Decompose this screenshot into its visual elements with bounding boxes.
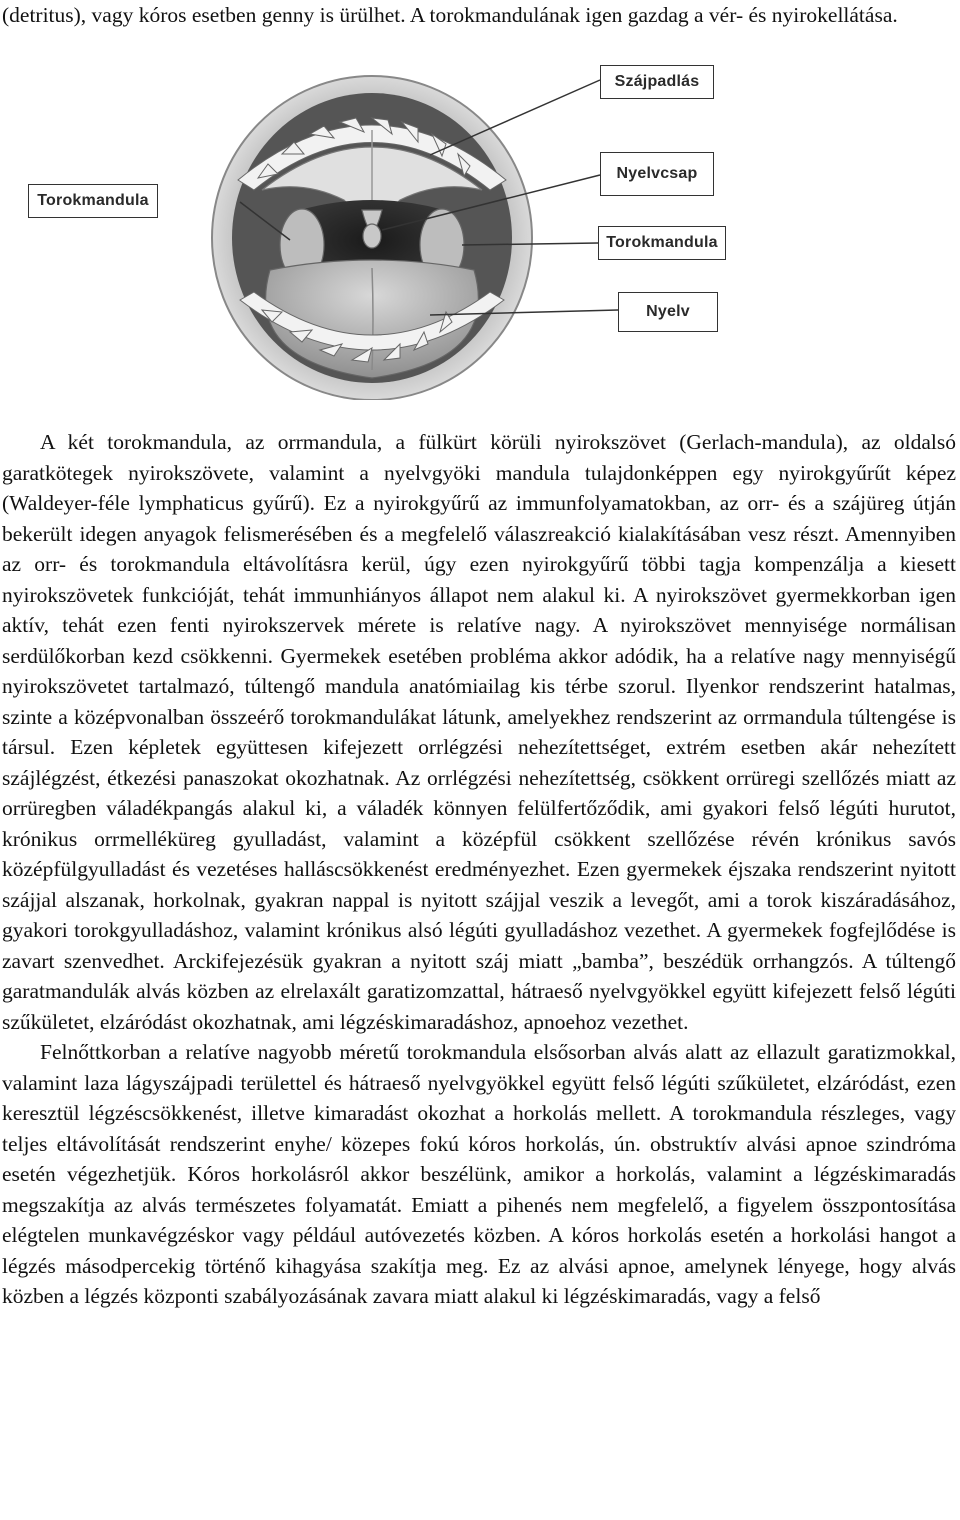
paragraph-adult: Felnőttkorban a relatíve nagyobb méretű torokmandula elsősorban alvás alatt az ellazult garatizmokkal, valamint laza lágyszájpadi területtel és hátraeső nyelvgyökkel együtt felső légúti szűkületet, elzáródást, ezen keresztül légzéscsökkenést, illetve kimaradást okozhat a horkolás mellett. A torokmandula részleges, vagy teljes eltávolítását rendszerint enyhe/ közepes fokú kóros horkolás, ún. obstruktív alvási apnoe szindróma esetén végezhetjük. Kóros horkolásról akkor beszélünk, amikor a horkolás, valamint a légzéskimaradás megszakítja az alvás természetes folyamatát. Emiatt a pihenés nem megfelelő, a figyelem összpontosítása elégtelen munkavégzéskor vagy például autóvezetés közben. A kóros horkolás esetén a horkolási hangot a légzés másodpercekig történő kihagyása szakítja meg. Ez az alvási apnoe, amelynek lényege, hogy alvás közben a légzés központi szabályozásának zavara miatt alakul ki légzéskimaradás, vagy a felső xyxy=(2,1040,956,1308)
label-palate: Szájpadlás xyxy=(600,65,714,99)
intro-paragraph: (detritus), vagy kóros esetben genny is ürülhet. A torokmandulának igen gazdag a vér- és nyirokellátása. xyxy=(2,3,898,27)
label-uvula: Nyelvcsap xyxy=(600,152,714,196)
paragraph-waldeyer: A két torokmandula, az orrmandula, a fülkürt körüli nyirokszövet (Gerlach-mandula), az oldalsó garatkötegek nyirokszövete, valamint a nyelvgyöki mandula tulajdonképpen egy nyirokgyűrűt képez (Waldeyer-féle lymphaticus gyűrű). Ez a nyirokgyűrű az immunfolyamatokban, az orr- és a szájüreg útján bekerült idegen anyagok felismerésében és a megfelelő válaszreakció kialakításában vesz részt. Amennyiben az orr- és torokmandula eltávolításra kerül, úgy ezen nyirokgyűrű többi tagja kompenzálja a kiesett nyirokszövetek funkcióját, tehát immunhiányos állapot nem alakul ki. A nyirokszövet gyermekkorban igen aktív, tehát ezen fenti nyirokszervek mérete is relatíve nagy. A nyirokszövet mennyisége normálisan serdülőkorban kezd csökkenni. Gyermekek esetében probléma akkor adódik, ha a relatíve nagy mennyiségű nyirokszövetet tartalmazó, túltengő mandula anatómiailag kis térbe szorul. Ilyenkor rendszerint hatalmas, szinte a középvonalban összeérő torokmandulákat látunk, amelyekhez rendszerint az orrmandula túltengése is társul. Ezen képletek együttesen kifejezett orrlégzési nehezítettséget, extrém esetben akár nehezített szájlégzést, étkezési panaszokat okozhatnak. Az orrlégzési nehezítettség, csökkent orrüregi szellőzés miatt az orrüregben váladékpangás alakul ki, a váladék könnyen felülfertőződik, ami gyakori felső légúti hurutot, krónikus orrmelléküreg gyulladást, valamint a középfül csökkent szellőzése révén krónikus savós középfülgyulladást és vezetéses halláscsökkenést eredményezhet. Ezen gyermekek éjszaka rendszerint nyitott szájjal alszanak, horkolnak, gyakran nappal is nyitott szájjal veszik a levegőt, ami a torok kiszáradásához, gyakori torokgyulladáshoz, valamint krónikus alsó légúti gyulladáshoz vezethet. A gyermekek fogfejlődése is zavart szenvedhet. Arckifejezésük gyakran a nyitott száj miatt „bamba”, beszédük orrhangzós. A túltengő garatmandulák alvás közben az elrelaxált garatizomzattal, hátraeső nyelvgyökkel együtt kifejezett felső légúti szűkületet, elzáródást okozhatnak, ami légzéskimaradáshoz, apnoehoz vezethet. xyxy=(2,430,956,1034)
label-tongue: Nyelv xyxy=(618,292,718,332)
mouth-illustration xyxy=(0,60,960,400)
label-tonsil-right: Torokmandula xyxy=(598,226,726,260)
article-body xyxy=(2,427,956,1312)
label-tonsil-left: Torokmandula xyxy=(28,184,158,218)
mouth-anatomy-figure xyxy=(0,60,960,400)
